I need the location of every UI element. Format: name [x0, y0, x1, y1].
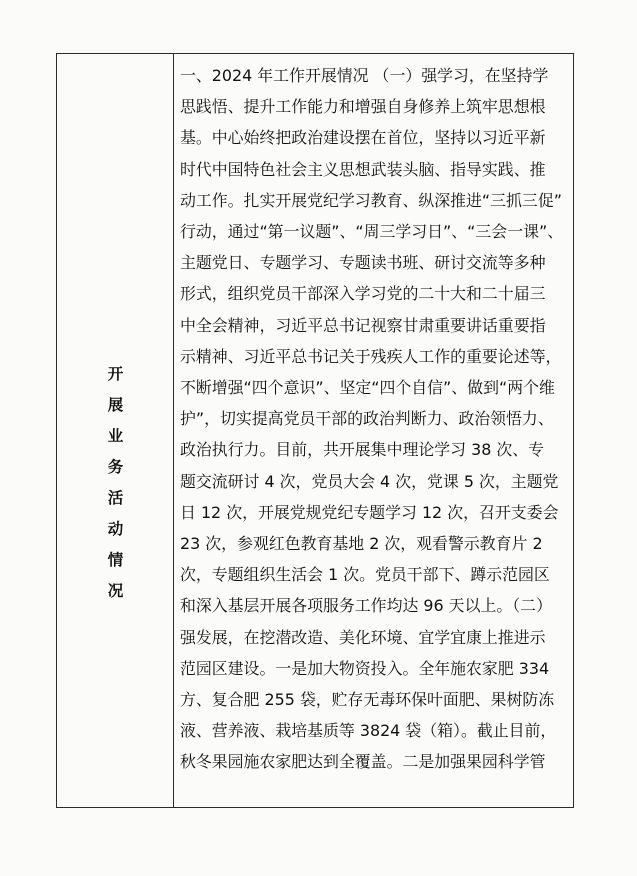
content-line: 方、复合肥 255 袋，贮存无毒环保叶面肥、果树防冻 [180, 690, 555, 710]
section-label-char: 开 [107, 365, 124, 383]
section-label-char: 动 [107, 520, 124, 538]
content-line: 题交流研讨 4 次，党员大会 4 次，党课 5 次，主题党 [180, 471, 559, 491]
content-line: 护”，切实提高党员干部的政治判断力、政治领悟力、 [180, 409, 554, 429]
content-line: 示精神、习近平总书记关于残疾人工作的重要论述等， [180, 346, 562, 366]
content-line: 液、营养液、栽培基质等 3824 袋（箱）。截止目前， [180, 721, 557, 741]
content-line: 不断增强“四个意识”、坚定“四个自信”、做到“两个维 [180, 378, 555, 398]
section-label-char: 活 [107, 489, 124, 507]
content-line: 中全会精神，习近平总书记视察甘肃重要讲话重要指 [180, 315, 546, 335]
content-line: 思践悟、提升工作能力和增强自身修养上筑牢思想根 [180, 97, 546, 117]
content-line: 和深入基层开展各项服务工作均达 96 天以上。（二） [180, 596, 552, 616]
content-cell [180, 60, 572, 805]
label-column [57, 54, 174, 807]
content-line: 范园区建设。一是加大物资投入。全年施农家肥 334 [180, 658, 550, 678]
section-label-char: 况 [107, 582, 124, 600]
section-label-char: 业 [107, 427, 124, 445]
content-line: 强发展，在挖潜改造、美化环境、宜学宜康上推进示 [180, 627, 546, 647]
section-label [57, 359, 174, 607]
content-line: 形式，组织党员干部深入学习党的二十大和二十届三 [180, 284, 546, 304]
section-label-char: 务 [107, 458, 124, 476]
content-line: 基。中心始终把政治建设摆在首位，坚持以习近平新 [180, 128, 546, 148]
content-line: 行动，通过“第一议题”、“周三学习日”、“三会一课”、 [180, 222, 564, 242]
content-line: 秋冬果园施农家肥达到全覆盖。二是加强果园科学管 [180, 752, 546, 772]
content-line: 日 12 次，开展党规党纪专题学习 12 次，召开支委会 [180, 502, 559, 522]
content-line: 一、2024 年工作开展情况 （一）强学习，在坚持学 [180, 66, 549, 85]
content-line: 23 次，参观红色教育基地 2 次，观看警示教育片 2 [180, 534, 543, 554]
content-line: 政治执行力。目前，共开展集中理论学习 38 次、专 [180, 440, 545, 460]
section-label-char: 情 [107, 551, 124, 569]
content-line: 次，专题组织生活会 1 次。党员干部下、蹲示范园区 [180, 565, 550, 585]
form-table [56, 53, 574, 808]
section-label-char: 展 [107, 396, 124, 414]
content-line: 动工作。扎实开展党纪学习教育、纵深推进“三抓三促” [180, 190, 562, 210]
content-line: 时代中国特色社会主义思想武装头脑、指导实践、推 [180, 159, 546, 179]
content-line: 主题党日、专题学习、专题读书班、研讨交流等多种 [180, 253, 546, 273]
